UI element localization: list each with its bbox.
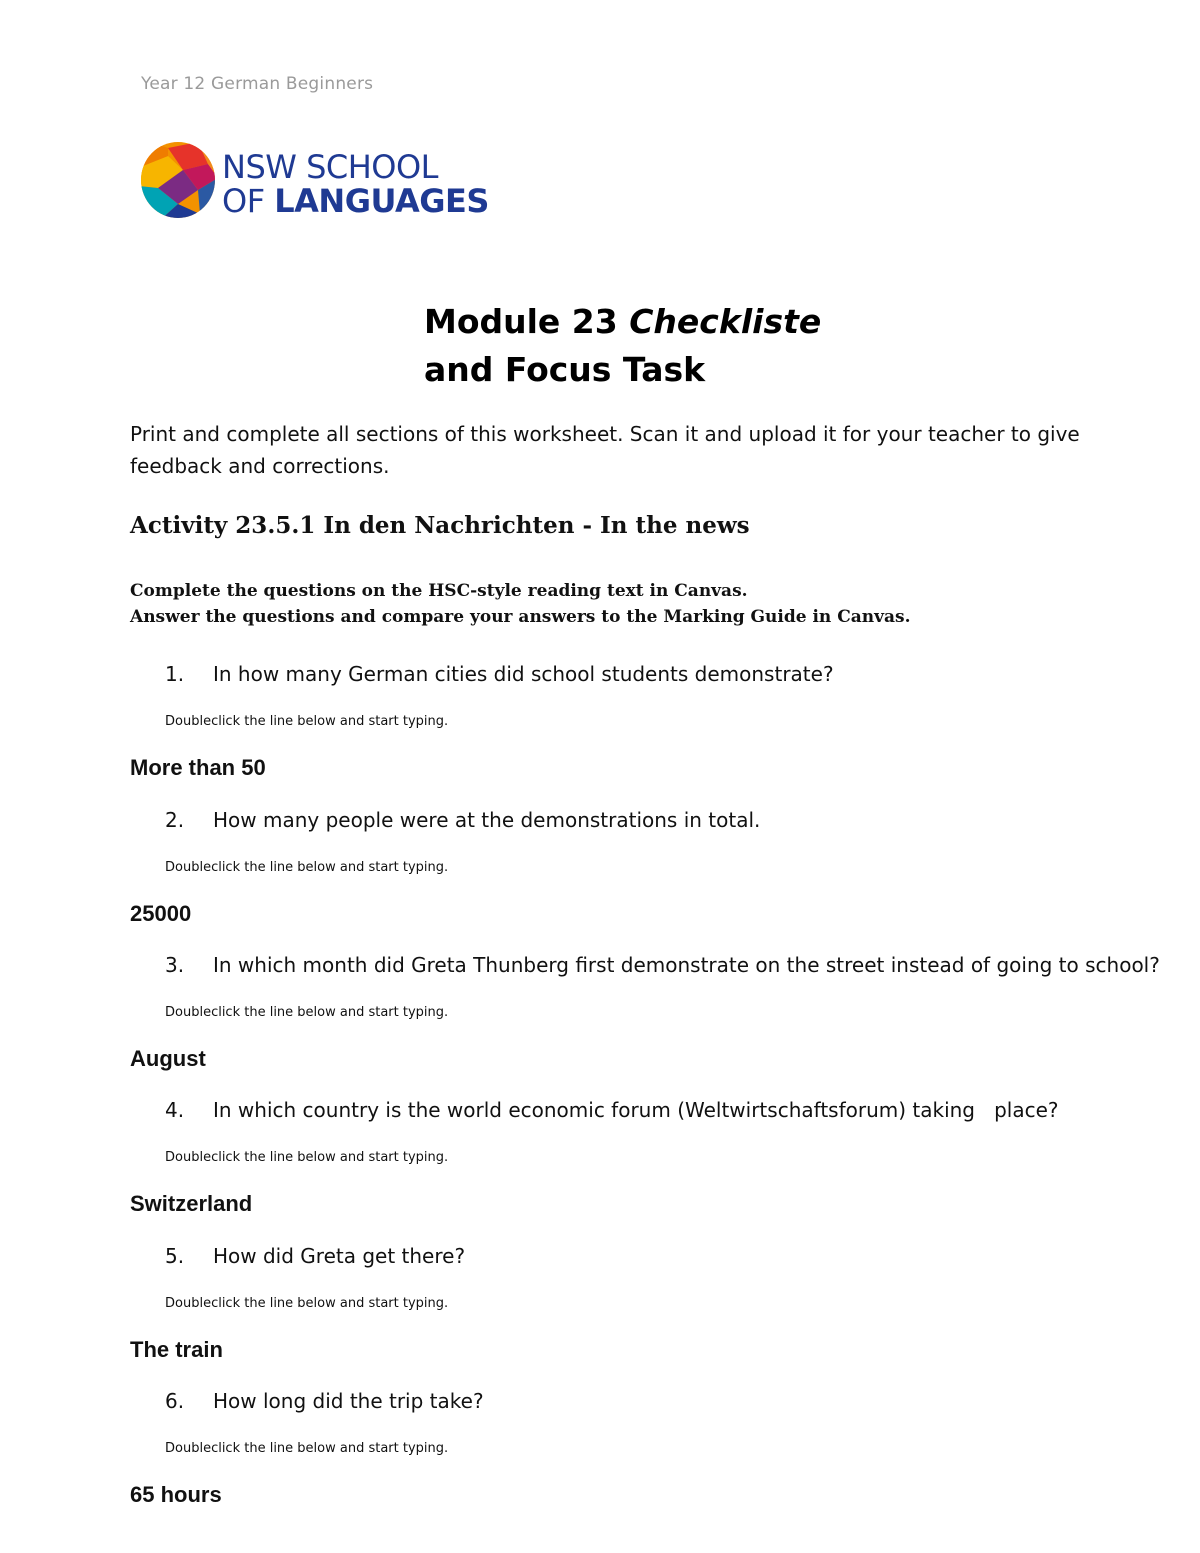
question-3 (165, 953, 1160, 977)
question-text: In which country is the world economic forum (Weltwirtschaftsforum) taking place? (213, 1098, 1059, 1122)
question-text: In which month did Greta Thunberg first demonstrate on the street instead of going to school? (213, 953, 1160, 977)
question-1 (165, 662, 834, 686)
typing-hint: Doubleclick the line below and start typing. (165, 1296, 449, 1311)
answer-field-4[interactable]: Switzerland (130, 1191, 253, 1216)
activity-heading: Activity 23.5.1 In den Nachrichten - In the news (130, 512, 750, 539)
question-number: 2. (165, 808, 185, 832)
typing-hint: Doubleclick the line below and start typing. (165, 1005, 449, 1020)
logo-text-line-1: NSW SCHOOL (222, 148, 438, 186)
nsw-school-of-languages-logo (138, 138, 489, 222)
activity-instructions (130, 578, 911, 630)
title-line1-plain: Module 23 (424, 302, 630, 341)
answer-field-5[interactable]: The train (130, 1337, 223, 1362)
question-6 (165, 1389, 484, 1413)
document-header: Year 12 German Beginners (141, 74, 374, 94)
title-line2: and Focus Task (424, 350, 706, 389)
question-5 (165, 1244, 465, 1268)
question-text: How many people were at the demonstrations in total. (213, 808, 761, 832)
question-number: 3. (165, 953, 185, 977)
intro-paragraph: Print and complete all sections of this worksheet. Scan it and upload it for your teacher to give feedback and corrections. (130, 422, 1080, 478)
instruction-line-2: Answer the questions and compare your answers to the Marking Guide in Canvas. (130, 607, 911, 627)
question-4 (165, 1098, 1059, 1122)
question-2 (165, 808, 760, 832)
logo-text-prefix: OF (222, 182, 275, 220)
logo-text-line-2 (222, 182, 489, 220)
answer-field-2[interactable]: 25000 (130, 901, 192, 926)
title-line1-italic: Checkliste (629, 302, 822, 341)
logo-text-bold: LANGUAGES (274, 182, 489, 220)
instruction-line-1: Complete the questions on the HSC-style reading text in Canvas. (130, 581, 748, 601)
globe-logo-icon (138, 138, 218, 222)
typing-hint: Doubleclick the line below and start typing. (165, 1441, 449, 1456)
question-text: In how many German cities did school students demonstrate? (213, 662, 834, 686)
typing-hint: Doubleclick the line below and start typing. (165, 714, 449, 729)
answer-field-1[interactable]: More than 50 (130, 755, 266, 780)
question-number: 5. (165, 1244, 185, 1268)
document-title (424, 298, 821, 394)
answer-field-3[interactable]: August (130, 1046, 206, 1071)
question-text: How did Greta get there? (213, 1244, 466, 1268)
question-number: 1. (165, 662, 185, 686)
answer-field-6[interactable]: 65 hours (130, 1482, 222, 1507)
typing-hint: Doubleclick the line below and start typing. (165, 1150, 449, 1165)
typing-hint: Doubleclick the line below and start typing. (165, 860, 449, 875)
question-number: 4. (165, 1098, 185, 1122)
question-text: How long did the trip take? (213, 1389, 484, 1413)
question-number: 6. (165, 1389, 185, 1413)
